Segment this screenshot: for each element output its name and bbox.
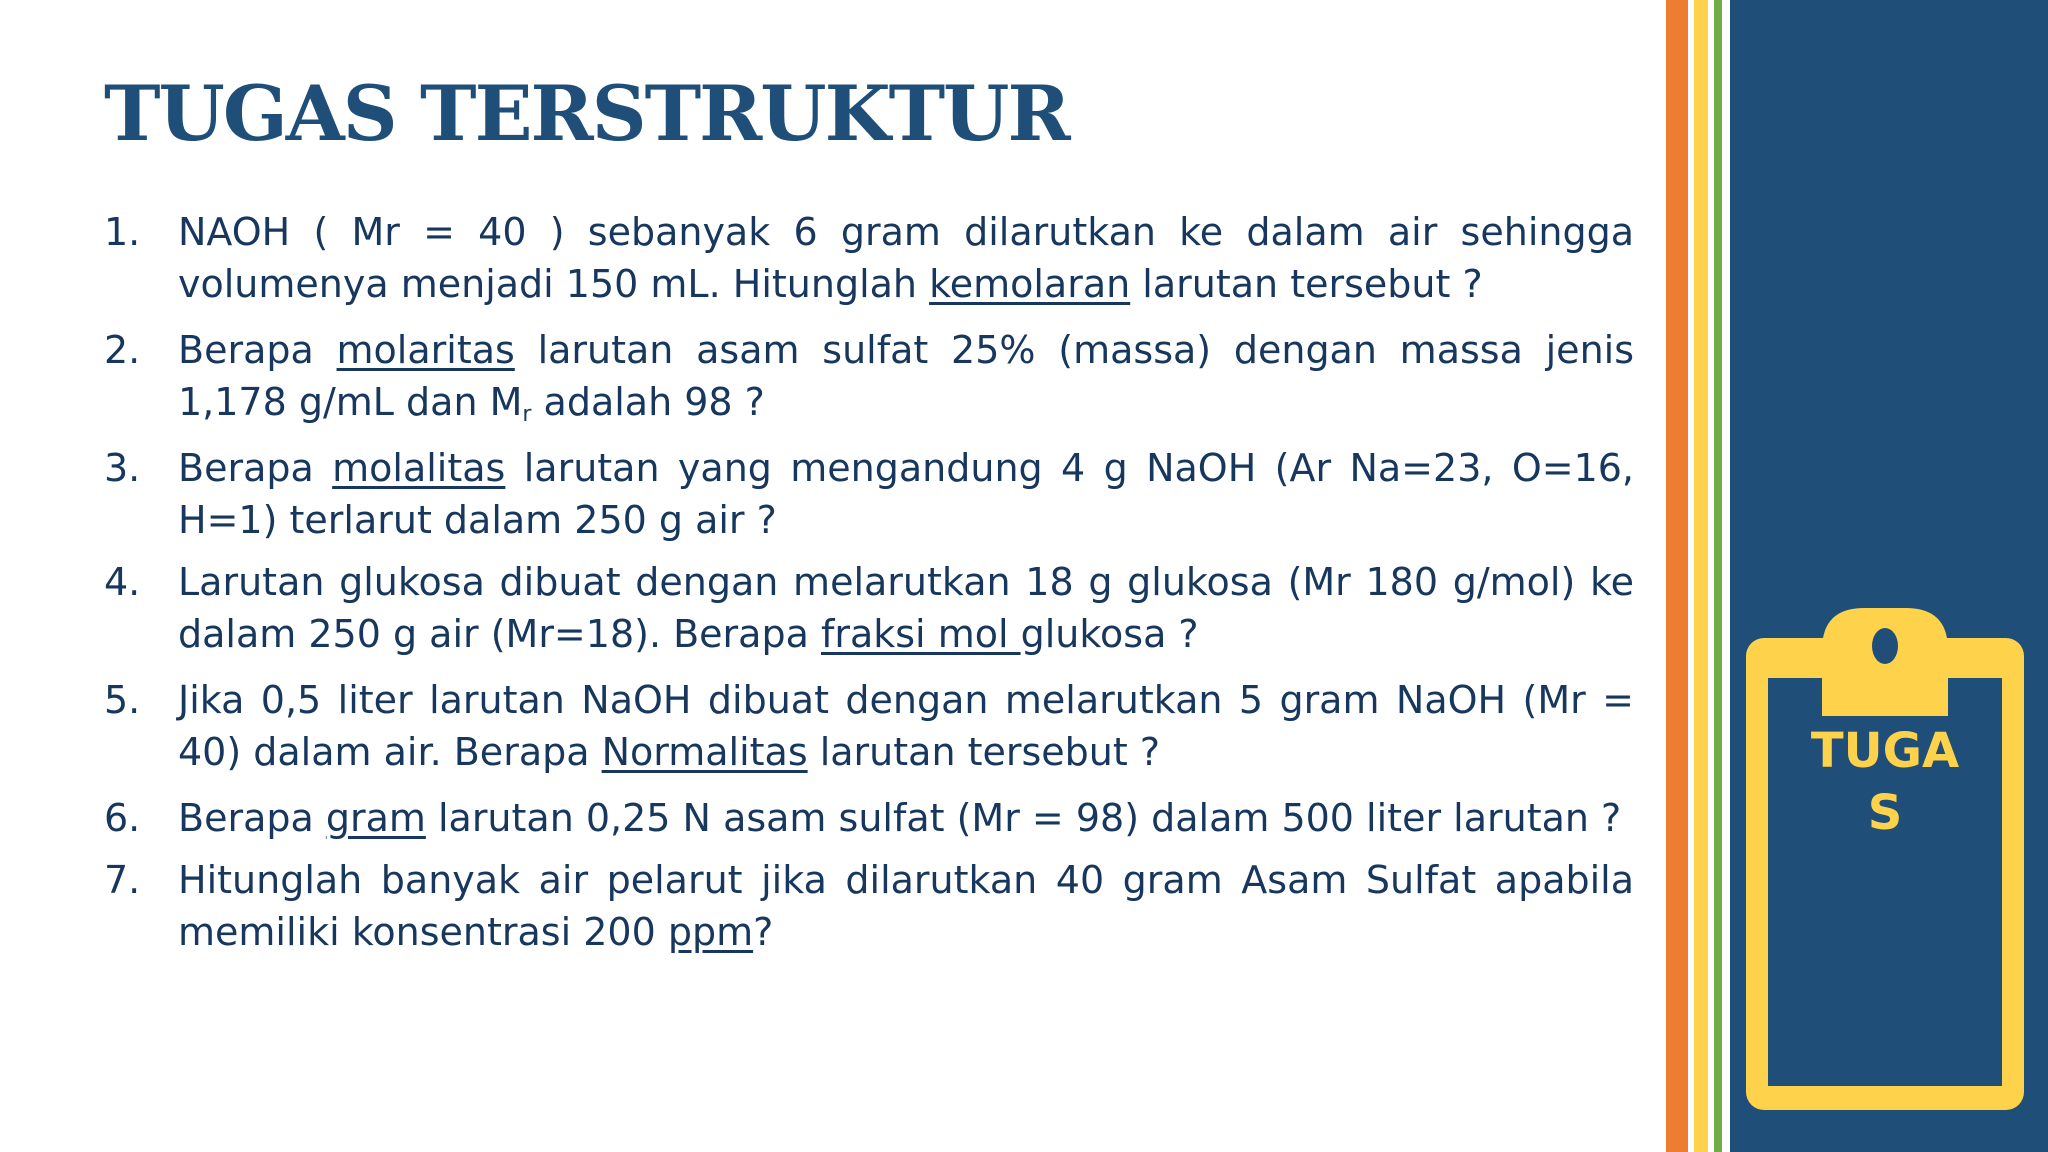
- accent-stripe-green: [1714, 0, 1722, 1152]
- key-term: molaritas: [336, 328, 515, 372]
- question-text: Berapa gram larutan 0,25 N asam sulfat (Mr = 98) dalam 500 liter larutan ?: [178, 796, 1622, 840]
- question-item: [104, 556, 1634, 660]
- key-term: Normalitas: [601, 730, 808, 774]
- question-number: 6.: [104, 796, 141, 840]
- subscript: r: [522, 402, 532, 427]
- question-item: [104, 792, 1634, 844]
- clipboard-label: TUGAS: [1810, 723, 1960, 841]
- question-text: Berapa molaritas larutan asam sulfat 25% (massa) dengan massa jenis 1,178 g/mL dan $M_r$ adalah 98 ?: [178, 328, 1635, 427]
- question-item: [104, 854, 1634, 958]
- question-number: 3.: [104, 446, 141, 490]
- question-number: 4.: [104, 560, 141, 604]
- question-number: 5.: [104, 678, 141, 722]
- question-item: [104, 324, 1634, 428]
- question-text: Jika 0,5 liter larutan NaOH dibuat dengan melarutkan 5 gram NaOH (Mr = 40) dalam air. Berapa Normalitas larutan tersebut ?: [178, 678, 1634, 774]
- slide-title: TUGAS TERSTRUKTUR: [104, 69, 1069, 158]
- accent-stripe-yellow: [1694, 0, 1708, 1152]
- question-number: 1.: [104, 210, 141, 254]
- key-term: ppm: [667, 910, 754, 954]
- question-list: [104, 206, 1634, 958]
- question-item: [104, 442, 1634, 546]
- question-number: 7.: [104, 858, 141, 902]
- question-text: Hitunglah banyak air pelarut jika dilarutkan 40 gram Asam Sulfat apabila memiliki konsentrasi 200 ppm?: [178, 858, 1634, 954]
- question-item: [104, 674, 1634, 778]
- question-text: NAOH ( Mr = 40 ) sebanyak 6 gram dilarutkan ke dalam air sehingga volumenya menjadi 150 mL. Hitunglah kemolaran larutan tersebut ?: [178, 210, 1634, 306]
- key-term: fraksi mol: [820, 612, 1021, 656]
- question-number: 2.: [104, 328, 141, 372]
- key-term: kemolaran: [929, 262, 1131, 306]
- key-term: gram: [325, 796, 426, 840]
- key-term: molalitas: [332, 446, 506, 490]
- accent-stripe-orange: [1666, 0, 1688, 1152]
- clipboard-icon: [1740, 598, 2030, 1116]
- question-text: Berapa molalitas larutan yang mengandung 4 g NaOH (Ar Na=23, O=16, H=1) terlarut dalam 250 g air ?: [178, 446, 1635, 542]
- question-text: Larutan glukosa dibuat dengan melarutkan 18 g glukosa (Mr 180 g/mol) ke dalam 250 g air (Mr=18). Berapa fraksi mol glukosa ?: [178, 560, 1634, 656]
- accent-gap: [1722, 0, 1730, 1152]
- question-item: [104, 206, 1634, 310]
